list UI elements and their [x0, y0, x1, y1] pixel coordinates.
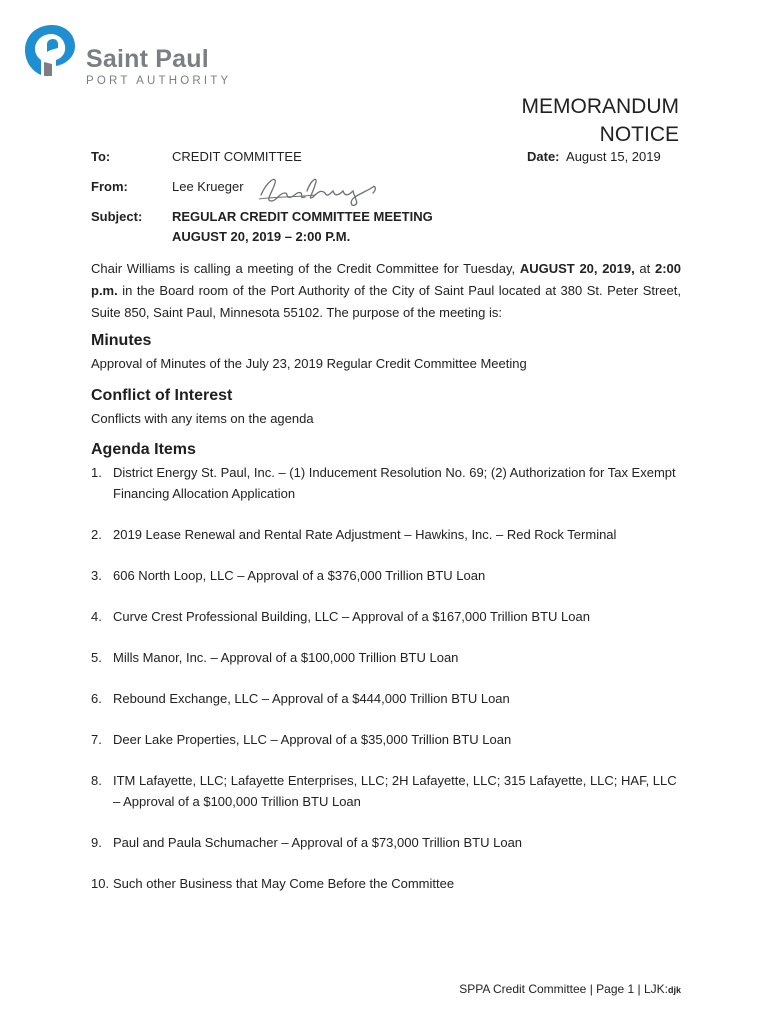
subject-line2: AUGUST 20, 2019 – 2:00 P.M.	[172, 229, 351, 244]
agenda-item-number: 9.	[91, 835, 102, 850]
memo-title-line1: MEMORANDUM	[521, 95, 679, 118]
agenda-item-number: 4.	[91, 609, 102, 624]
agenda-item	[91, 524, 681, 545]
to-value: CREDIT COMMITTEE	[172, 149, 302, 164]
agenda-item	[91, 873, 681, 894]
agenda-item	[91, 770, 681, 812]
logo-mark-icon	[22, 22, 78, 78]
agenda-item-text: 606 North Loop, LLC – Approval of a $376,000 Trillion BTU Loan	[113, 568, 486, 583]
intro-part3: in the Board room of the Port Authority of the City of Saint Paul located at 380 St. Peter Street, Suite 850, Saint Paul, Minnesota 55102. The purpose of the meeting is:	[91, 283, 681, 320]
subject-label: Subject:	[91, 209, 143, 224]
agenda-item-number: 3.	[91, 568, 102, 583]
memo-title	[522, 93, 680, 149]
footer-initials: djk	[667, 985, 681, 995]
minutes-text: Approval of Minutes of the July 23, 2019 Regular Credit Committee Meeting	[91, 356, 527, 371]
intro-meeting-time: 2:00 p.m.	[91, 261, 681, 298]
conflict-heading: Conflict of Interest	[91, 387, 233, 404]
minutes-heading: Minutes	[91, 332, 152, 349]
agenda-item	[91, 565, 681, 586]
agenda-item	[91, 729, 681, 750]
logo-subtitle: PORT AUTHORITY	[86, 75, 232, 87]
agenda-item	[91, 606, 681, 627]
from-value: Lee Krueger	[172, 179, 244, 194]
subject-line1: REGULAR CREDIT COMMITTEE MEETING	[172, 209, 433, 224]
to-label: To:	[91, 149, 111, 164]
handwritten-signature	[255, 171, 385, 207]
agenda-item-number: 8.	[91, 773, 102, 788]
date-value: August 15, 2019	[566, 149, 661, 164]
intro-part1: Chair Williams is calling a meeting of the Credit Committee for Tuesday,	[91, 261, 520, 276]
intro-part2: at	[634, 261, 655, 276]
agenda-item	[91, 688, 681, 709]
logo-name: Saint Paul	[86, 45, 209, 73]
agenda-item-number: 2.	[91, 527, 102, 542]
agenda-item	[91, 647, 681, 668]
memo-title-line2: NOTICE	[599, 123, 679, 146]
agenda-item	[91, 462, 681, 504]
agenda-item-number: 10.	[91, 876, 110, 891]
agenda-item-text: Curve Crest Professional Building, LLC – Approval of a $167,000 Trillion BTU Loan	[113, 609, 590, 624]
agenda-item-text: Rebound Exchange, LLC – Approval of a $444,000 Trillion BTU Loan	[113, 691, 510, 706]
page-footer	[459, 982, 681, 996]
conflict-text: Conflicts with any items on the agenda	[91, 411, 314, 426]
agenda-item-text: Paul and Paula Schumacher – Approval of a $73,000 Trillion BTU Loan	[113, 835, 523, 850]
agenda-item-text: District Energy St. Paul, Inc. – (1) Inducement Resolution No. 69; (2) Authorization for Tax Exempt Financing Allocation Application	[113, 465, 676, 501]
agenda-item-number: 7.	[91, 732, 102, 747]
from-label: From:	[91, 179, 128, 194]
agenda-item-text: ITM Lafayette, LLC; Lafayette Enterprises, LLC; 2H Lafayette, LLC; 315 Lafayette, LLC; HAF, LLC – Approval of a $100,000 Trillion BTU Loan	[113, 773, 677, 809]
agenda-item	[91, 832, 681, 853]
footer-text: SPPA Credit Committee | Page 1 | LJK:	[459, 982, 668, 996]
intro-paragraph	[91, 258, 681, 324]
agenda-item-text: Such other Business that May Come Before the Committee	[113, 876, 455, 891]
date-label: Date:	[527, 149, 560, 164]
agenda-item-text: 2019 Lease Renewal and Rental Rate Adjustment – Hawkins, Inc. – Red Rock Terminal	[113, 527, 617, 542]
agenda-heading: Agenda Items	[91, 441, 196, 458]
agenda-item-number: 6.	[91, 691, 102, 706]
agenda-item-text: Deer Lake Properties, LLC – Approval of a $35,000 Trillion BTU Loan	[113, 732, 512, 747]
agenda-item-number: 1.	[91, 465, 102, 480]
intro-meeting-date: AUGUST 20, 2019,	[519, 261, 635, 276]
saint-paul-port-authority-logo	[22, 22, 231, 88]
memo-date	[527, 149, 661, 164]
agenda-item-number: 5.	[91, 650, 102, 665]
agenda-item-text: Mills Manor, Inc. – Approval of a $100,000 Trillion BTU Loan	[113, 650, 459, 665]
